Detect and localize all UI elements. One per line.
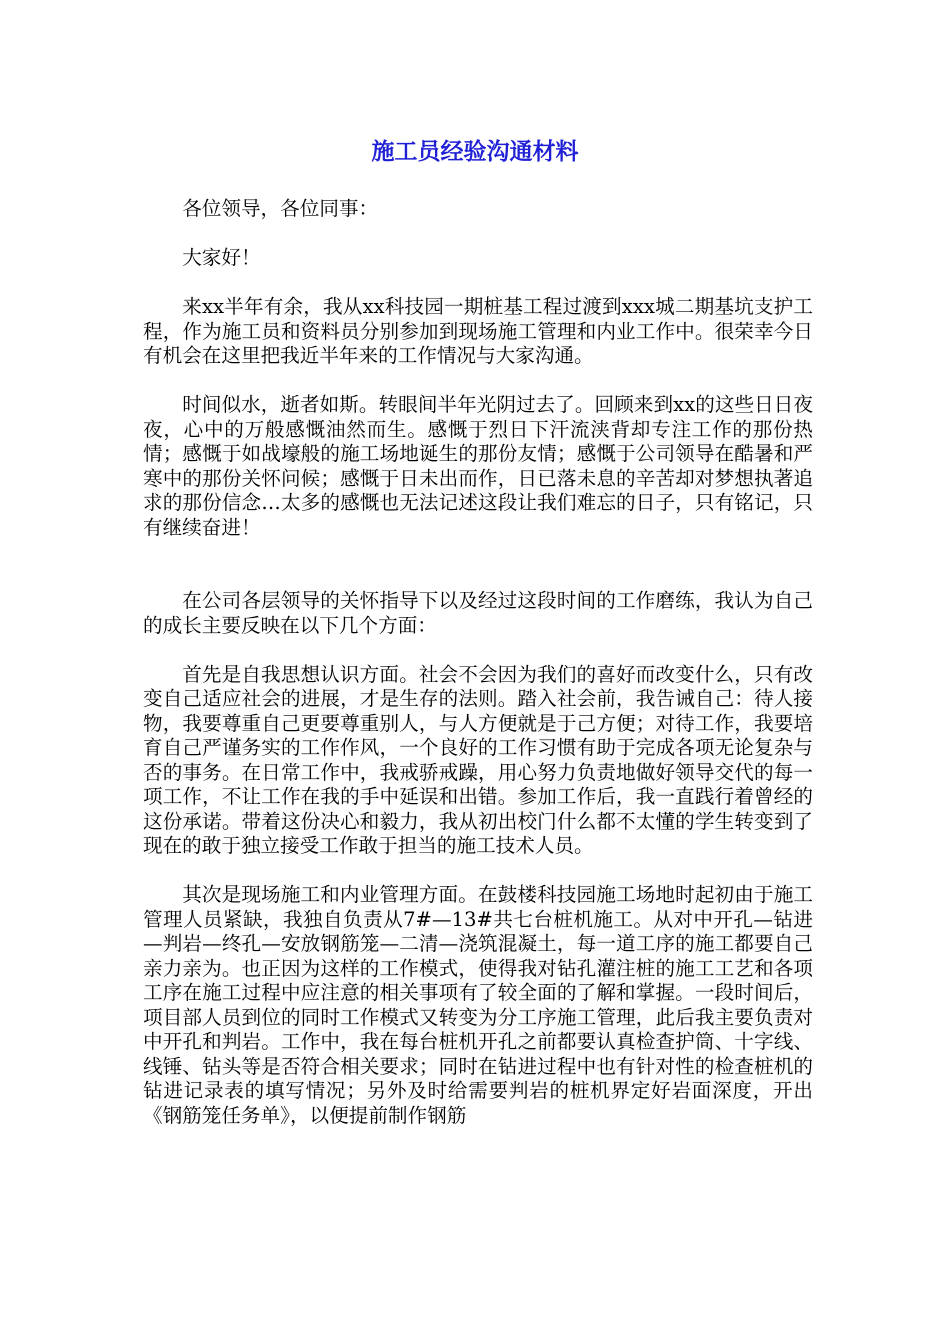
document-body: [143, 197, 813, 1153]
greeting: 大家好！: [182, 246, 261, 269]
paragraph-self-awareness: 首先是自我思想认识方面。社会不会因为我们的喜好而改变什么，只有改变自己适应社会的进展，才是生存的法则。踏入社会前，我告诫自己：待人接物，我要尊重自己更要尊重别人，与人方便就是于己方便；对待工作，我要培育自己严谨务实的工作作风，一个良好的工作习惯有助于完成各项无论复杂与否的事务。在日常工作中，我戒骄戒躁，用心努力负责地做好领导交代的每一项工作，不让工作在我的手中延误和出错。参加工作后，我一直践行着曾经的这份承诺。带着这份决心和毅力，我从初出校门什么都不太懂的学生转变到了现在的敢于独立接受工作敢于担当的施工技术人员。: [143, 662, 813, 857]
paragraph-growth-intro: 在公司各层领导的关怀指导下以及经过这段时间的工作磨练，我认为自己的成长主要反映在以下几个方面：: [143, 589, 813, 637]
paragraph-reflection: 时间似水，逝者如斯。转眼间半年光阴过去了。回顾来到xx的这些日日夜夜，心中的万般感慨油然而生。感慨于烈日下汗流浃背却专注工作的那份热情；感慨于如战壕般的施工场地诞生的那份友情；感慨于公司领导在酷暑和严寒中的那份关怀问候；感慨于日未出而作，日已落未息的辛苦却对梦想执著追求的那份信念…太多的感慨也无法记述这段让我们难忘的日子，只有铭记，只有继续奋进！: [143, 393, 813, 539]
paragraph-site-management: 其次是现场施工和内业管理方面。在鼓楼科技园施工场地时起初由于施工管理人员紧缺，我独自负责从7#—13#共七台桩机施工。从对中开孔—钻进—判岩—终孔—安放钢筋笼—二清—浇筑混凝土，每一道工序的施工都要自己亲力亲为。也正因为这样的工作模式，使得我对钻孔灌注桩的施工工艺和各项工序在施工过程中应注意的相关事项有了较全面的了解和掌握。一段时间后，项目部人员到位的同时工作模式又转变为分工序施工管理，此后我主要负责对中开孔和判岩。工作中，我在每台桩机开孔之前都要认真检查护筒、十字线、线锤、钻头等是否符合相关要求；同时在钻进过程中也有针对性的检查桩机的钻进记录表的填写情况；另外及时给需要判岩的桩机界定好岩面深度，开出《钢筋笼任务单》，以便提前制作钢筋: [143, 883, 813, 1127]
paragraph-intro: 来xx半年有余，我从xx科技园一期桩基工程过渡到xxx城二期基坑支护工程，作为施工员和资料员分别参加到现场施工管理和内业工作中。很荣幸今日有机会在这里把我近半年来的工作情况与大家沟通。: [143, 295, 813, 367]
salutation: 各位领导，各位同事：: [182, 197, 379, 220]
document-title: 施工员经验沟通材料: [371, 139, 579, 165]
